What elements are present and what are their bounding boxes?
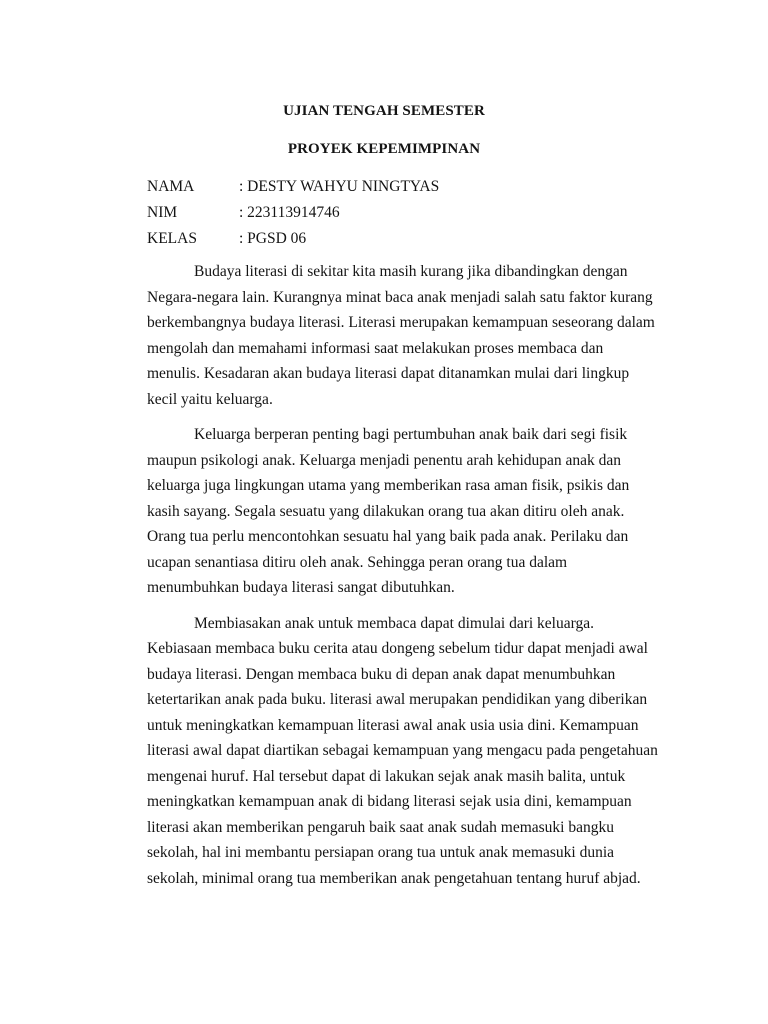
paragraph-line: berkembangnya budaya literasi. Literasi merupakan kemampuan seseorang dalam [147, 314, 655, 331]
paragraph-line: budaya literasi. Dengan membaca buku di depan anak dapat menumbuhkan [147, 665, 616, 683]
paragraph-line: Orang tua perlu mencontohkan sesuatu hal yang baik pada anak. Perilaku dan [147, 528, 629, 545]
paragraph [147, 426, 647, 605]
paragraph-line: menumbuhkan budaya literasi sangat dibutuhkan. [147, 579, 455, 596]
paragraph-line: sekolah, minimal orang tua memberikan anak pengetahuan tentang huruf abjad. [147, 869, 641, 887]
paragraph [147, 614, 658, 896]
info-value: : DESTY WAHYU NINGTYAS [239, 178, 440, 195]
info-label: KELAS [147, 230, 197, 247]
info-row-nama [147, 178, 439, 204]
paragraph-line: meningkatkan kemampuan anak di bidang literasi sejak usia dini, kemampuan [147, 793, 632, 810]
paragraph-line: ketertarikan anak pada buku. literasi awal merupakan pendidikan yang diberikan [147, 691, 648, 708]
paragraph-line: Negara-negara lain. Kurangnya minat baca anak menjadi salah satu faktor kurang [147, 288, 653, 306]
document-subtitle: PROYEK KEPEMIMPINAN [287, 141, 481, 157]
paragraph-line: untuk meningkatkan kemampuan literasi awal anak usia usia dini. Kemampuan [147, 716, 639, 734]
paragraph-line: Budaya literasi di sekitar kita masih kurang jika dibandingkan dengan [194, 263, 628, 280]
student-info [147, 178, 439, 256]
paragraph-line: literasi awal dapat diartikan sebagai kemampuan yang mengacu pada pengetahuan [147, 742, 658, 759]
paragraph [147, 263, 655, 416]
info-row-nim [147, 204, 439, 230]
info-row-kelas [147, 230, 439, 256]
info-label: NIM [147, 204, 178, 221]
info-label: NAMA [147, 178, 195, 195]
paragraph-line: kecil yaitu keluarga. [147, 390, 273, 408]
paragraph-line: kasih sayang. Segala sesuatu yang dilakukan orang tua akan ditiru oleh anak. [147, 502, 625, 520]
paragraph-line: mengenai huruf. Hal tersebut dapat di lakukan sejak anak masih balita, untuk [147, 767, 626, 785]
body-text [147, 263, 658, 905]
paragraph-line: Kebiasaan membaca buku cerita atau dongeng sebelum tidur dapat menjadi awal [147, 640, 648, 657]
paragraph-line: mengolah dan memahami informasi saat melakukan proses membaca dan [147, 339, 604, 357]
paragraph-line: literasi akan memberikan pengaruh baik saat anak sudah memasuki bangku [147, 818, 614, 836]
info-value: : PGSD 06 [239, 230, 307, 247]
info-value: : 223113914746 [239, 204, 340, 221]
paragraph-line: Keluarga berperan penting bagi pertumbuhan anak baik dari segi fisik [194, 426, 628, 443]
paragraph-line: Membiasakan anak untuk membaca dapat dimulai dari keluarga. [194, 614, 594, 632]
paragraph-line: ucapan senantiasa ditiru oleh anak. Sehingga peran orang tua dalam [147, 553, 568, 571]
paragraph-line: keluarga juga lingkungan utama yang memberikan rasa aman fisik, psikis dan [147, 477, 630, 494]
paragraph-line: maupun psikologi anak. Keluarga menjadi penentu arah kehidupan anak dan [147, 451, 622, 469]
document-title: UJIAN TENGAH SEMESTER [283, 103, 485, 119]
paragraph-line: sekolah, hal ini membantu persiapan orang tua untuk anak memasuki dunia [147, 844, 615, 861]
paragraph-line: menulis. Kesadaran akan budaya literasi dapat ditanamkan mulai dari lingkup [147, 365, 630, 382]
